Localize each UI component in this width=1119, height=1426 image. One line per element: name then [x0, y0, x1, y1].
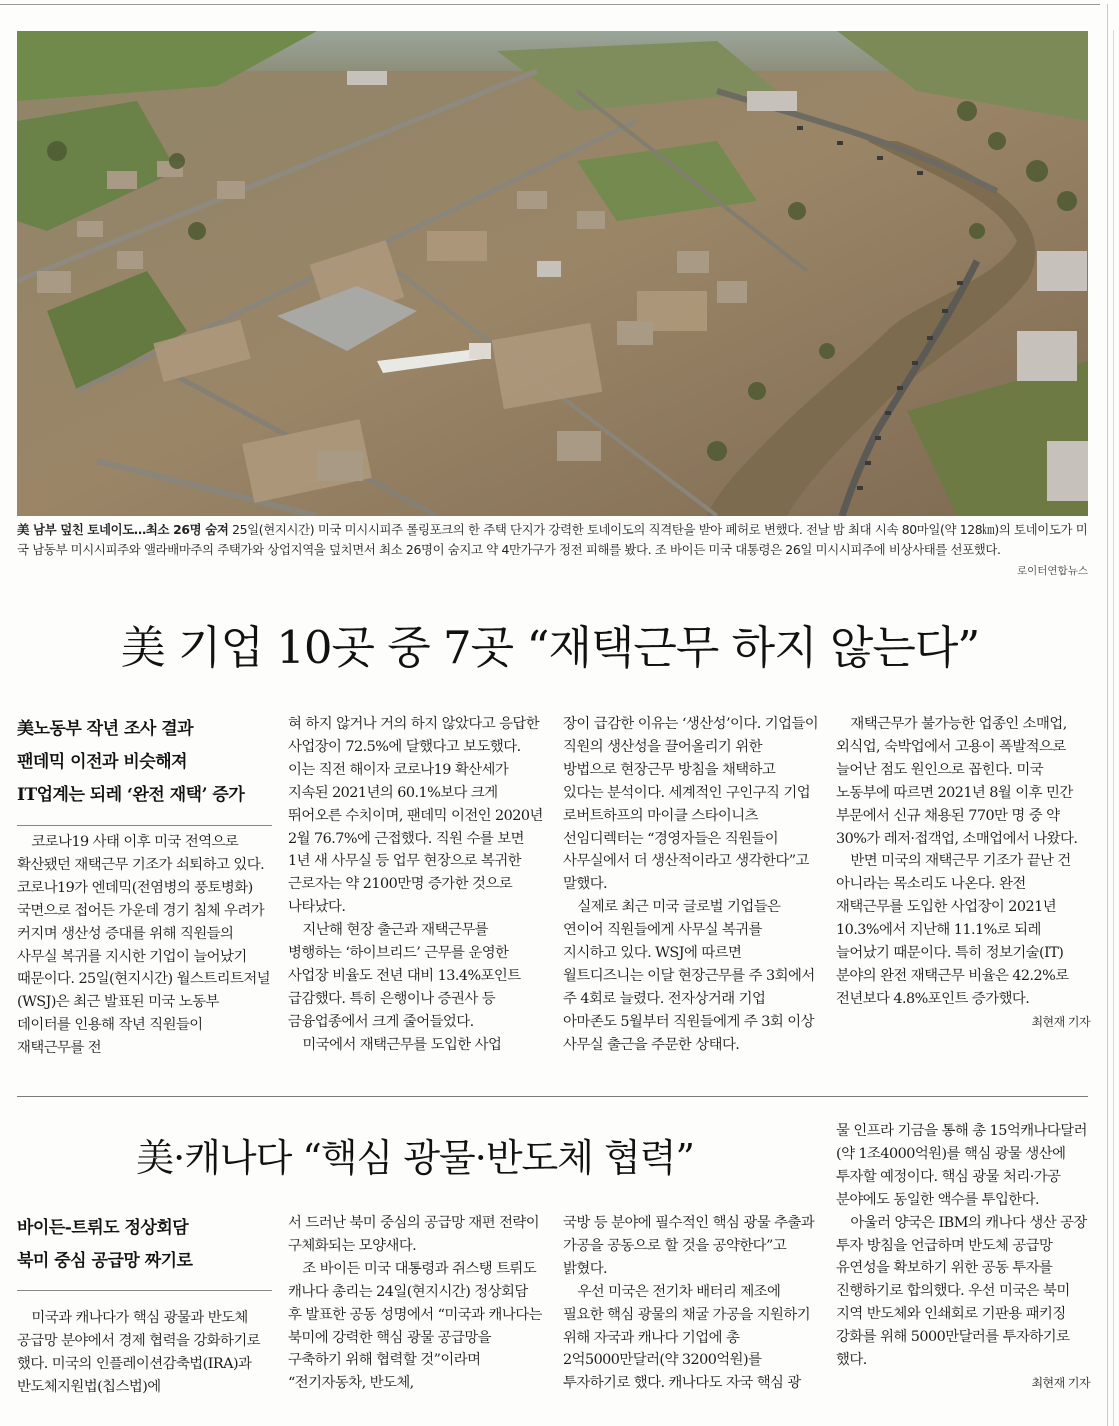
article2-col2-para-1: 서 드러난 북미 중심의 공급망 재편 전략이 구체화되는 모양새다. [288, 1215, 540, 1254]
article2-col4-para-1: 물 인프라 기금을 통해 총 15억캐나다달러(약 1조4000억원)를 핵심 광물 생산에 투자할 예정이다. 핵심 광물 처리·가공 분야에도 동일한 액수를 투입한다. [836, 1123, 1087, 1208]
article1-col3-para-2: 실제로 최근 미국 글로벌 기업들은 연이어 직원들에게 사무실 복귀를 지시하고 있다. WSJ에 따르면 월트디즈니는 이달 현장근무를 주 3회에서 주 4회로 늘렸다. 전자상거래 기업 아마존도 5월부터 직원들에게 주 3회 이상 사무실 출근을 주문한 상태다. [563, 899, 815, 1053]
article2-col2-para-2: 조 바이든 미국 대통령과 쥐스탱 트뤼도 캐나다 총리는 24일(현지시간) 정상회담 후 발표한 공동 성명에서 “미국과 캐나다는 북미에 강력한 핵심 광물 공급망을 구축하기 위해 협력할 것”이라며 “전기자동차, 반도체, [288, 1260, 542, 1392]
article1-subhead-rule [17, 825, 272, 826]
tornado-aerial-photo [17, 31, 1088, 516]
article1-column-2 [288, 713, 544, 1057]
article1-col2-para-2: 지난해 현장 출근과 재택근무를 병행하는 ‘하이브리드’ 근무를 운영한 사업장 비율도 전년 대비 13.4%포인트 급감했다. 특히 은행이나 증권사 등 금융업종에서 크게 줄어들었다. [288, 922, 521, 1030]
photo-caption [17, 520, 1088, 560]
article1-col2-para-3: 미국에서 재택근무를 도입한 사업 [302, 1036, 502, 1053]
article1-subhead-2: 팬데믹 이전과 비슷해져 [17, 752, 188, 772]
article1-column-3 [563, 713, 819, 1057]
article1-column-4 [836, 713, 1090, 1034]
caption-text: 25일(현지시간) 미국 미시시피주 롤링포크의 한 주택 단지가 강력한 토네이도의 직격탄을 받아 폐허로 변했다. 전날 밤 최대 시속 80마일(약 128㎞)의 토네이도가 미국 남동부 미시시피주와 앨라배마주의 주택가와 상업지역을 덮치면서 최소 26명이 숨지고 약 4만가구가 정전 피해를 봤다. 조 바이든 미국 대통령은 26일 미시시피주에 비상사태를 선포했다. [17, 522, 1088, 557]
article2-col3-para-2: 우선 미국은 전기차 배터리 제조에 필요한 핵심 광물의 채굴 가공을 지원하기 위해 자국과 캐나다 기업에 총 2억5000만달러(약 3200억원)를 투자하기로 했다. 캐나다도 자국 핵심 광 [563, 1283, 811, 1392]
article2-subhead-2: 북미 중심 공급망 짜기로 [17, 1251, 193, 1271]
article2-subheads [17, 1212, 272, 1278]
article1-subheads [17, 713, 272, 812]
article2-column-4 [836, 1120, 1090, 1395]
article1-subhead-3: IT업계는 되레 ‘완전 재택’ 증가 [17, 785, 245, 805]
photo-credit: 로이터연합뉴스 [1016, 565, 1088, 577]
page-edge-rule [1113, 30, 1114, 1426]
article2-col4-para-2: 아울러 양국은 IBM의 캐나다 생산 공장 투자 방침을 언급하며 반도체 공급망 유연성을 확보하기 위한 공동 투자를 진행하기로 합의했다. 우선 미국은 북미 지역 반도체와 인쇄회로 기판용 패키징 강화를 위해 5000만달러를 투자하기로 했다. [836, 1214, 1087, 1369]
article2-col1-para: 미국과 캐나다가 핵심 광물과 반도체 공급망 분야에서 경제 협력을 강화하기로 했다. 미국의 인플레이션감축법(IRA)과 반도체지원법(칩스법)에 [17, 1310, 261, 1395]
caption-title: 美 남부 덮친 토네이도…최소 26명 숨져 [17, 522, 229, 537]
article2-subhead-1: 바이든-트뤼도 정상회담 [17, 1218, 189, 1238]
article1-byline: 최현재 기자 [1031, 1014, 1090, 1029]
article2-byline: 최현재 기자 [1031, 1375, 1090, 1390]
article1-column-1 [17, 831, 272, 1060]
column-rule-right [1107, 4, 1108, 1426]
article1-col1-para: 코로나19 사태 이후 미국 전역으로 확산됐던 재택근무 기조가 쇠퇴하고 있다. 코로나19가 엔데믹(전염병의 풍토병화) 국면으로 접어든 가운데 경기 침체 우려가 커지며 생산성 증대를 위해 직원들의 사무실 복귀를 지시한 기업이 늘어났기 때문이다. 25일(현지시간) 월스트리트저널(WSJ)은 최근 발표된 미국 노동부 데이터를 인용해 작년 직원들이 재택근무를 전 [17, 834, 271, 1057]
article1-col4-para-1: 재택근무가 불가능한 업종인 소매업, 외식업, 숙박업에서 고용이 폭발적으로 늘어난 점도 원인으로 꼽힌다. 미국 노동부에 따르면 2021년 8월 이후 민간 부문에서 신규 채용된 770만 명 중 약 30%가 레저·접객업, 소매업에서 나왔다. [836, 716, 1078, 847]
article2-col3-para-1: 국방 등 분야에 필수적인 핵심 광물 추출과 가공을 공동으로 할 것을 공약한다”고 밝혔다. [563, 1215, 815, 1277]
article2-headline: 美·캐나다 “핵심 광물·반도체 협력” [136, 1136, 694, 1180]
article2-subhead-rule [17, 1290, 272, 1291]
article2-column-3 [563, 1212, 819, 1395]
article1-headline: 美 기업 10곳 중 7곳 “재택근무 하지 않는다” [120, 621, 980, 674]
aerial-photo-illustration [17, 31, 1088, 516]
article1-col4-para-2: 반면 미국의 재택근무 기조가 끝난 건 아니라는 목소리도 나온다. 완전 재택근무를 도입한 사업장이 2021년 10.3%에서 지난해 11.1%로 되레 늘어났기 때문이다. 특히 정보기술(IT) 분야의 완전 재택근무 비율은 42.2%로 전년보다 4.8%포인트 증가했다. [836, 853, 1071, 1007]
article2-column-2 [288, 1212, 544, 1395]
article1-subhead-1: 美노동부 작년 조사 결과 [17, 719, 194, 739]
article2-column-1 [17, 1307, 272, 1399]
article1-col2-para-1: 혀 하지 않거나 거의 하지 않았다고 응답한 사업장이 72.5%에 달했다고 보도했다. 이는 직전 해이자 코로나19 확산세가 지속된 2021년의 60.1%보다 크게 뛰어오른 수치이며, 팬데믹 이전인 2020년 2월 76.7%에 근접했다. 직원 수를 보면 1년 새 사무실 등 업무 현장으로 복귀한 근로자는 약 2100만명 증가한 것으로 나타났다. [288, 716, 543, 916]
top-rule [0, 4, 1100, 5]
article1-col3-para-1: 장이 급감한 이유는 ‘생산성’이다. 기업들이 직원의 생산성을 끌어올리기 위한 방법으로 현장근무 방침을 채택하고 있다는 분석이다. 세계적인 구인구직 기업 로버트하프의 마이클 스타이니츠 선임디렉터는 “경영자들은 직원들이 사무실에서 더 생산적이라고 생각한다”고 말했다. [563, 716, 819, 893]
article-divider [17, 1096, 1088, 1097]
